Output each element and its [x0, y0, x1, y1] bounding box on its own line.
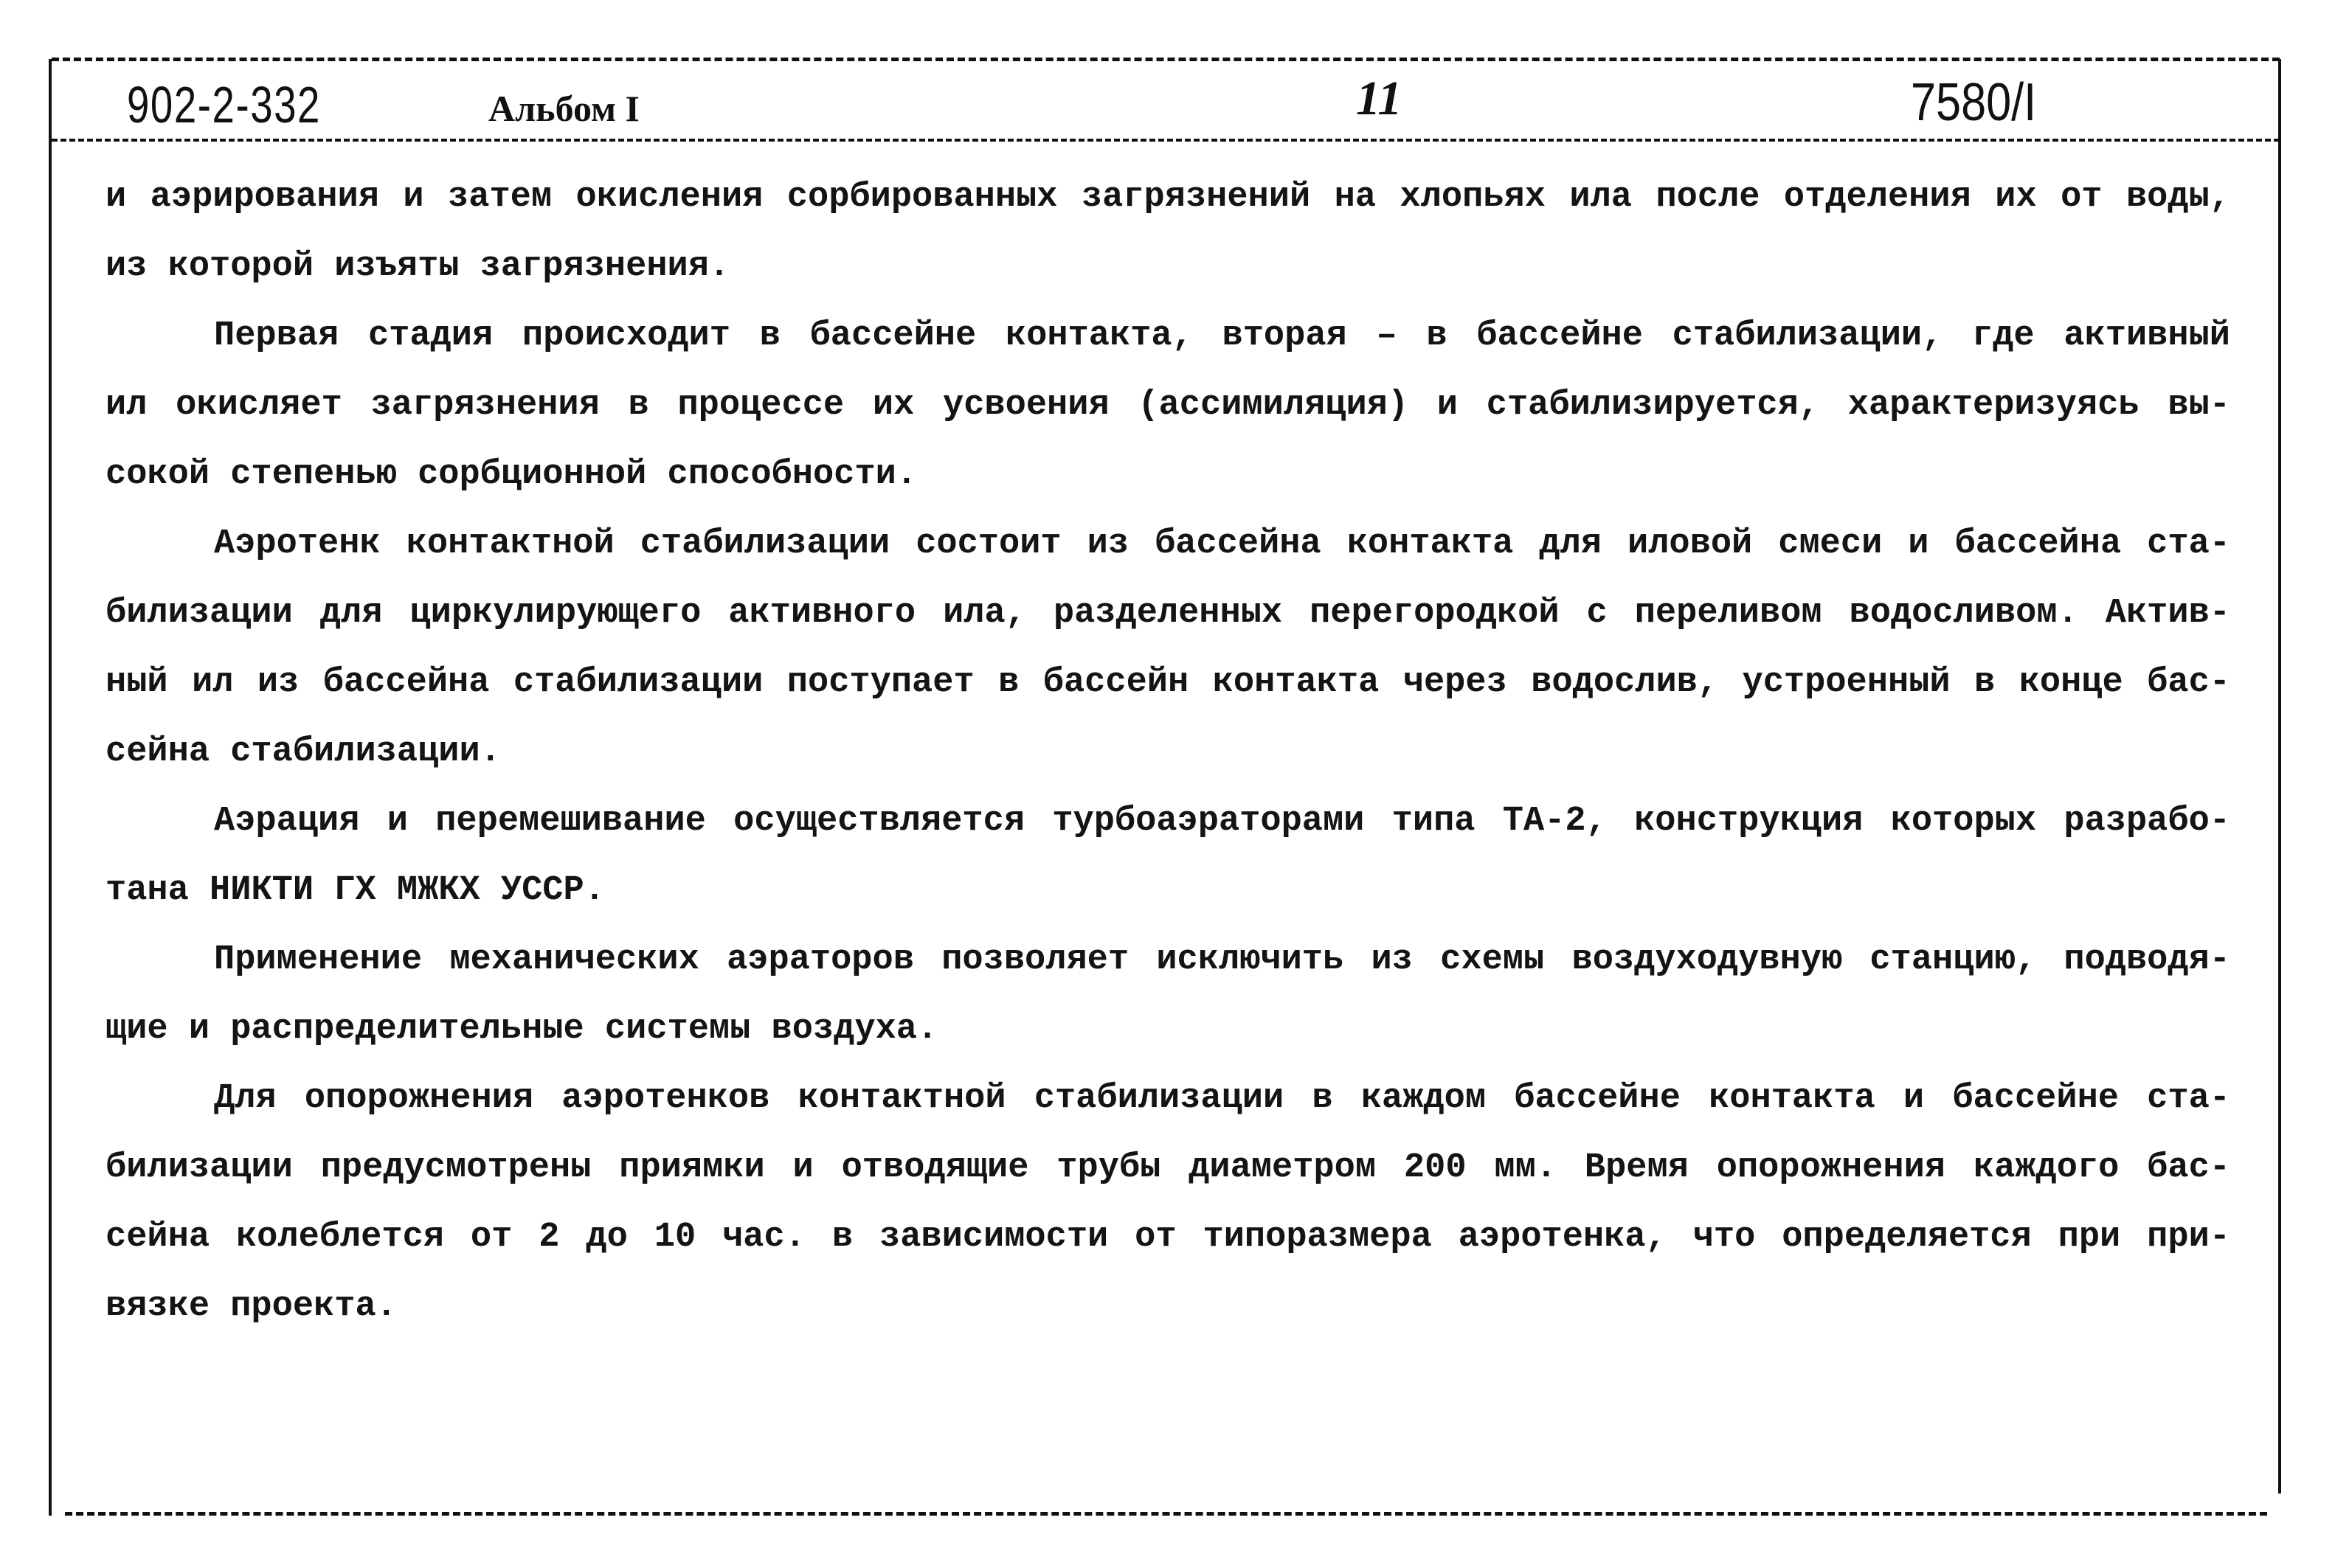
frame-right-border	[2278, 59, 2281, 1494]
text-line: ил окисляет загрязнения в процессе их усвоения (ассимиляция) и стабилизируется, характеризуясь вы-	[105, 386, 2230, 425]
frame-left-border	[49, 59, 52, 1516]
paragraph-start-line: Аэрация и перемешивание осуществляется турбоаэраторами типа ТА-2, конструкция которых разрабо-	[214, 802, 2230, 841]
text-line: билизации предусмотрены приямки и отводящие трубы диаметром 200 мм. Время опорожнения каждого бас-	[105, 1148, 2230, 1187]
text-line: ный ил из бассейна стабилизации поступает в бассейн контакта через водослив, устроенный в конце бас-	[105, 663, 2230, 702]
page-number: 11	[1356, 72, 1402, 125]
paragraph-start-line: Для опорожнения аэротенков контактной стабилизации в каждом бассейне контакта и бассейне ста-	[214, 1079, 2230, 1118]
paragraph-start-line: Первая стадия происходит в бассейне контакта, вторая – в бассейне стабилизации, где активный	[214, 316, 2230, 355]
album-label: Альбом I	[488, 88, 640, 129]
text-line: сейна стабилизации.	[105, 732, 501, 771]
text-line: билизации для циркулирующего активного ила, разделенных перегородкой с переливом водосливом. Актив-	[105, 594, 2230, 633]
project-code: 902-2-332	[127, 76, 321, 133]
frame-top-border	[52, 58, 2280, 61]
text-line: и аэрирования и затем окисления сорбированных загрязнений на хлопьях ила после отделения их от воды,	[105, 178, 2230, 217]
header-separator	[52, 139, 2280, 142]
text-line: сейна колеблется от 2 до 10 час. в зависимости от типоразмера аэротенка, что определяется при при-	[105, 1218, 2230, 1257]
paragraph-start-line: Аэротенк контактной стабилизации состоит из бассейна контакта для иловой смеси и бассейна ста-	[214, 524, 2230, 563]
text-line: из которой изъяты загрязнения.	[105, 247, 730, 286]
text-line: щие и распределительные системы воздуха.	[105, 1010, 938, 1049]
text-line: вязке проекта.	[105, 1287, 397, 1326]
frame-bottom-border	[65, 1512, 2267, 1516]
text-line: тана НИКТИ ГХ МЖКХ УССР.	[105, 871, 605, 910]
text-line: сокой степенью сорбционной способности.	[105, 455, 917, 494]
document-number: 7580/I	[1911, 73, 2037, 132]
paragraph-start-line: Применение механических аэраторов позволяет исключить из схемы воздуходувную станцию, подводя-	[214, 940, 2230, 979]
